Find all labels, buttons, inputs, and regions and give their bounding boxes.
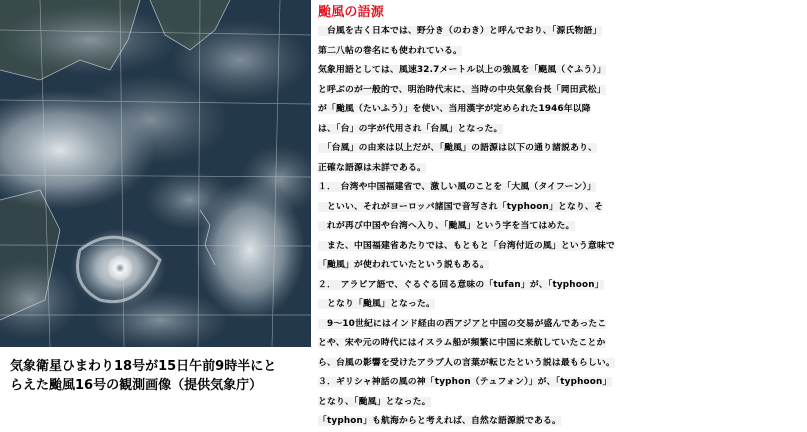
article-line: となり、「颱風」となった。 [318, 396, 431, 407]
image-caption [0, 347, 311, 417]
satellite-image [0, 0, 311, 347]
article [318, 4, 806, 432]
article-line: ３．ギリシャ神話の風の神「typhon（テュフォン）」が、「typhoon」 [318, 377, 612, 387]
article-line: ら、台風の影響を受けたアラブ人の言葉が転じたという説は最もらしい。 [318, 357, 615, 368]
article-line: が「颱風（たいふう）」を使い、当用漢字が定められた1946年以降 [318, 104, 591, 114]
article-line: 台風を古く日本では、野分き（のわき）と呼んでおり、「源氏物語」 [318, 26, 602, 36]
article-line: 気象用語としては、風速32.7メートル以上の強風を「颶風（ぐふう）」 [318, 65, 607, 75]
article-line: ２． アラビア語で、ぐるぐる回る意味の「tufan」が、「typhoon」 [318, 279, 604, 290]
caption-line-2: らえた颱風16号の観測画像（提供気象庁） [10, 378, 263, 393]
article-line: とや、宋や元の時代にはイスラム船が頻繁に中国に来航していたことか [318, 338, 606, 348]
article-line: 9～10世紀にはインド経由の西アジアと中国の交易が盛んであったこ [318, 318, 607, 329]
article-line: といい、それがヨーロッパ諸国で音写され「typhoon」となり、そ [318, 201, 603, 212]
article-line: と呼ぶのが一般的で、明治時代末に、当時の中央気象台長「岡田武松」 [318, 84, 606, 95]
article-line: は、「台」の字が代用され「台風」となった。 [318, 123, 503, 134]
article-line: となり「颱風」となった。 [318, 299, 435, 309]
article-line: れが再び中国や台湾へ入り、「颱風」という字を当てはめた。 [318, 221, 575, 231]
article-title: 颱風の語源 [318, 5, 385, 20]
article-line: 正確な語源は未詳である。 [318, 162, 426, 173]
article-line: 「颱風」が使われていたという説もある。 [318, 260, 489, 270]
caption-line-1: 気象衛星ひまわり18号が15日午前9時半にと [10, 359, 277, 374]
article-line: 「台風」の由来は以上だが、「颱風」の語源は以下の通り諸説あり、 [318, 143, 598, 153]
article-line: 「typhon」も航海からと考えれば、自然な語源説である。 [318, 416, 561, 426]
article-line: １． 台湾や中国福建省で、激しい風のことを「大風（タイフーン）」 [318, 182, 597, 192]
article-line: 第二八帖の巻名にも使われている。 [318, 45, 462, 56]
article-line: また、中国福建省あたりでは、もともと「台湾付近の風」という意味で [318, 240, 615, 251]
